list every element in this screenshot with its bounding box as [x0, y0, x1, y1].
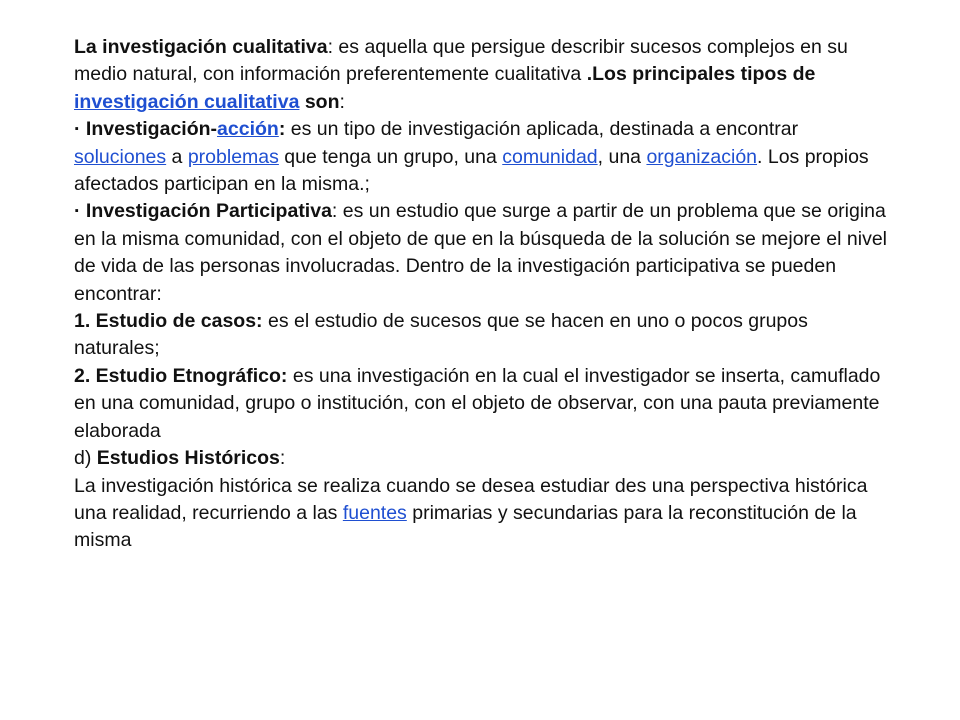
- historical-prefix: d): [74, 447, 97, 470]
- link-accion[interactable]: acción: [217, 118, 279, 141]
- paragraph-case-studies: [74, 308, 894, 363]
- term-qualitative-research: La investigación cualitativa: [74, 36, 328, 58]
- link-comunidad[interactable]: comunidad: [502, 145, 598, 168]
- link-soluciones[interactable]: soluciones: [74, 145, 167, 168]
- slide-body: [74, 34, 894, 555]
- paragraph-historical-research: [74, 473, 894, 555]
- ethnographic-study-text: es una investigación en la cual el investigador se inserta, camuflado en una comunidad, grupo o institución, con el objeto de observar, con una pauta previamente elaborada: [74, 364, 881, 442]
- action-research-text-5: . Los propios afectados participan en la misma.;: [74, 145, 869, 196]
- paragraph-ethnographic-study: [74, 363, 894, 445]
- paragraph-intro: [74, 34, 894, 116]
- link-investigacion-cualitativa[interactable]: investigación cualitativa: [74, 90, 300, 113]
- intro-son: son: [299, 90, 340, 113]
- historical-colon: :: [279, 447, 286, 470]
- case-studies-text: es el estudio de sucesos que se hacen en uno o pocos grupos naturales;: [74, 310, 808, 360]
- paragraph-action-research: [74, 116, 894, 198]
- action-research-label: · Investigación-: [74, 118, 218, 141]
- paragraph-participative-research: [74, 198, 894, 308]
- intro-main-types: .Los principales tipos de: [586, 63, 816, 86]
- participative-research-label: · Investigación Participativa: [74, 200, 332, 223]
- ethnographic-study-label: 2. Estudio Etnográfico:: [74, 364, 288, 387]
- link-organizacion[interactable]: organización: [646, 145, 758, 168]
- historical-text-2: primarias y secundarias para la reconstitución de la misma: [74, 501, 857, 552]
- action-research-text-3: que tenga un grupo, una: [278, 145, 503, 168]
- participative-research-text: : es un estudio que surge a partir de un problema que se origina en la misma comunidad, con el objeto de que en la búsqueda de la solución se mejore el nivel de vida de las personas involucradas. Dentro de la investigación participativa se pueden encontrar:: [74, 200, 888, 305]
- action-research-text-4: , una: [597, 145, 647, 168]
- case-studies-label: 1. Estudio de casos:: [74, 310, 263, 333]
- action-research-text-2: a: [166, 145, 188, 168]
- link-problemas[interactable]: problemas: [187, 145, 279, 168]
- action-research-colon: :: [278, 118, 286, 141]
- action-research-text-1: es un tipo de investigación aplicada, destinada a encontrar: [285, 118, 799, 141]
- intro-colon: :: [339, 90, 345, 113]
- intro-text: : es aquella que persigue describir sucesos complejos en su medio natural, con información preferentemente cualitativa: [74, 36, 848, 86]
- link-fuentes[interactable]: fuentes: [342, 501, 407, 524]
- historical-text-1: La investigación histórica se realiza cuando se desea estudiar des una perspectiva histórica una realidad, recurriendo a las: [74, 474, 868, 524]
- historical-studies-label: Estudios Históricos: [96, 447, 280, 470]
- paragraph-historical-heading: [74, 445, 894, 472]
